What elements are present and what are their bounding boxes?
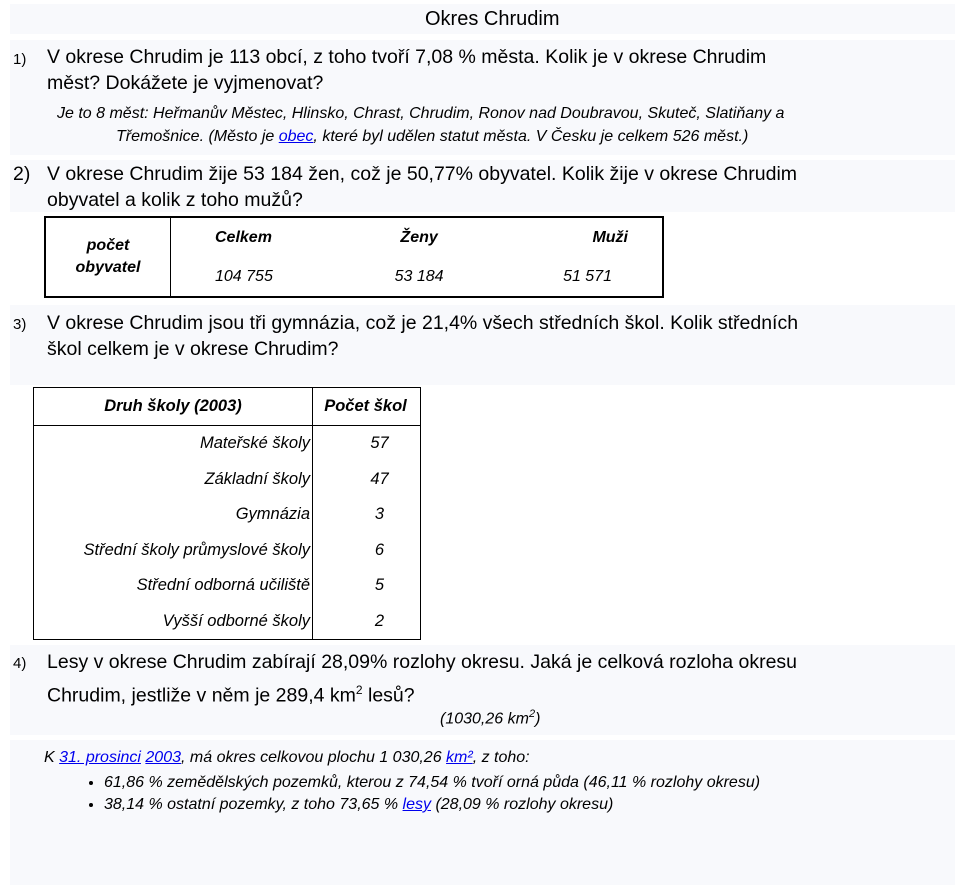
value-zeny: 53 184 xyxy=(394,267,444,285)
q1-answer-line2 xyxy=(116,127,748,147)
school-type: Střední odborná učiliště xyxy=(34,568,313,604)
q1-answer-line1: Je to 8 měst: Heřmanův Městec, Hlinsko, Chrast, Chrudim, Ronov nad Doubravou, Skuteč, Slatiňany a xyxy=(57,105,785,122)
table-row xyxy=(34,604,421,640)
header-celkem: Celkem xyxy=(215,228,272,246)
q4-text-line2 xyxy=(47,677,415,709)
q4-text-pre: Chrudim, jestliže v něm je 289,4 km xyxy=(47,684,356,707)
value-muzi: 51 571 xyxy=(563,267,612,285)
q4-text-line1: Lesy v okrese Chrudim zabírají 28,09% rozlohy okresu. Jaká je celková rozloha okresu xyxy=(47,651,798,673)
school-count: 57 xyxy=(370,434,389,453)
header-zeny: Ženy xyxy=(400,228,438,246)
value-celkem: 104 755 xyxy=(215,267,273,285)
table-row xyxy=(34,426,421,462)
lesy-link[interactable]: lesy xyxy=(402,796,431,813)
header-school-count: Počet škol xyxy=(313,388,421,426)
school-count: 3 xyxy=(374,505,385,524)
school-type: Vyšší odborné školy xyxy=(34,604,313,640)
fact-text-pre: 38,14 % ostatní pozemky, z toho 73,65 % xyxy=(104,796,403,813)
q2-text-line1: V okrese Chrudim žije 53 184 žen, což je 50,77% obyvatel. Kolik žije v okrese Chrudim xyxy=(47,163,798,185)
q4-number: 4) xyxy=(13,655,27,672)
km2-link[interactable]: km² xyxy=(446,749,473,766)
q4-text-post: lesů? xyxy=(362,684,415,707)
q1-answer-text-pre: Třemošnice. (Město je xyxy=(116,128,279,145)
population-table xyxy=(44,216,664,298)
facts-intro-post: , z toho: xyxy=(472,749,530,766)
q3-text-line2: škol celkem je v okrese Chrudim? xyxy=(47,338,339,360)
population-header-row xyxy=(45,217,663,257)
row-label-line1: počet xyxy=(86,237,130,254)
schools-header-row xyxy=(34,388,421,426)
year-link[interactable]: 2003 xyxy=(145,749,181,766)
row-label-line2: obyvatel xyxy=(75,259,141,276)
q2-text-line2: obyvatel a kolik z toho mužů? xyxy=(47,189,303,211)
q4-answer-post: ) xyxy=(535,710,541,728)
q4-answer-superscript: 2 xyxy=(528,708,536,720)
header-school-type: Druh školy (2003) xyxy=(34,388,313,426)
school-type: Základní školy xyxy=(34,462,313,498)
population-row-label xyxy=(45,217,171,297)
q4-superscript: 2 xyxy=(355,683,363,697)
page-title: Okres Chrudim xyxy=(425,8,560,30)
school-count: 47 xyxy=(370,469,389,488)
q3-text-line1: V okrese Chrudim jsou tři gymnázia, což je 21,4% všech středních škol. Kolik středních xyxy=(47,312,799,334)
q1-text-line2: měst? Dokážete je vyjmenovat? xyxy=(47,72,324,94)
facts-list xyxy=(76,772,760,816)
date-link[interactable]: 31. prosinci xyxy=(59,749,141,766)
q4-answer-pre: (1030,26 km xyxy=(440,710,529,728)
list-item xyxy=(104,772,760,794)
table-row xyxy=(34,462,421,498)
table-row xyxy=(34,568,421,604)
table-row xyxy=(34,497,421,533)
school-type: Střední školy průmyslové školy xyxy=(34,533,313,569)
q2-number: 2) xyxy=(13,163,31,185)
q4-answer xyxy=(440,704,540,729)
q1-number: 1) xyxy=(13,51,27,68)
schools-table xyxy=(33,387,421,640)
table-row xyxy=(34,533,421,569)
q1-answer-text-post: , které byl udělen statut města. V Česku je celkem 526 měst.) xyxy=(313,128,749,145)
facts-intro xyxy=(44,748,530,768)
school-type: Mateřské školy xyxy=(34,426,313,462)
list-item xyxy=(104,794,760,816)
obec-link[interactable]: obec xyxy=(278,128,314,145)
school-type: Gymnázia xyxy=(34,497,313,533)
fact-text: 61,86 % zemědělských pozemků, kterou z 74,54 % tvoří orná půda (46,11 % rozlohy okresu) xyxy=(104,774,761,791)
school-count: 2 xyxy=(374,611,385,630)
q3-number: 3) xyxy=(13,316,27,333)
fact-text-post: (28,09 % rozlohy okresu) xyxy=(431,796,614,813)
school-count: 5 xyxy=(374,576,385,595)
header-muzi: Muži xyxy=(592,228,628,246)
facts-intro-mid: , má okres celkovou plochu 1 030,26 xyxy=(181,749,447,766)
school-count: 6 xyxy=(374,540,385,559)
facts-intro-pre: K xyxy=(44,749,60,766)
q1-text-line1: V okrese Chrudim je 113 obcí, z toho tvoří 7,08 % města. Kolik je v okrese Chrudim xyxy=(47,46,767,68)
